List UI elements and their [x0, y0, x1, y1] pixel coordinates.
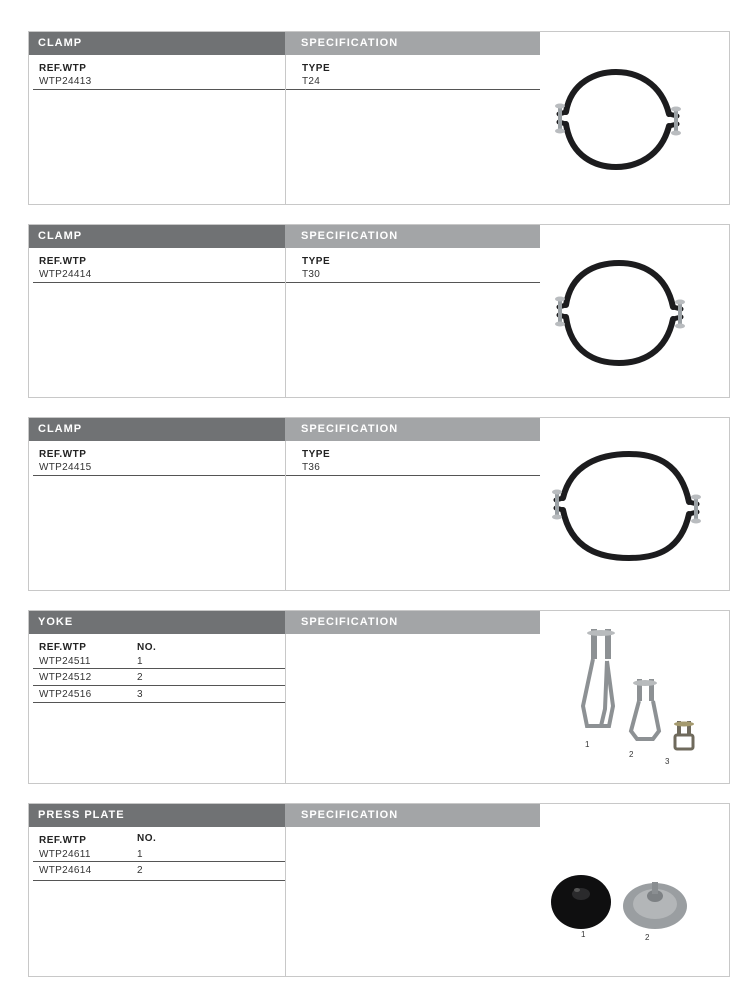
no-value: 2 [137, 865, 143, 876]
ref-value: WTP24516 [39, 689, 92, 700]
ref-value: WTP24414 [39, 269, 92, 280]
column-divider [285, 248, 286, 397]
ref-value: WTP24415 [39, 462, 92, 473]
clamp-ring-icon [541, 42, 729, 202]
spec-title: SPECIFICATION [285, 225, 540, 248]
column-divider [285, 634, 286, 783]
type-label: TYPE [302, 256, 331, 267]
section-title: PRESS PLATE [29, 804, 285, 827]
spec-title: SPECIFICATION [285, 418, 540, 441]
row-divider [286, 282, 540, 283]
row-divider [286, 89, 540, 90]
press-plate-2-icon [623, 882, 687, 929]
clamp-ring-icon [541, 235, 729, 395]
ref-label: REF.WTP [39, 449, 87, 460]
caption-1: 1 [581, 930, 586, 939]
row-divider [33, 282, 285, 283]
no-value: 2 [137, 672, 143, 683]
column-divider [285, 441, 286, 590]
section-title: CLAMP [29, 418, 285, 441]
press-plate-card [28, 803, 730, 977]
yoke-1-icon [583, 629, 615, 726]
ref-value: WTP24512 [39, 672, 92, 683]
section-title: CLAMP [29, 32, 285, 55]
ref-value: WTP24511 [39, 656, 91, 667]
yoke-2-icon [631, 679, 659, 739]
yoke-3-icon [674, 721, 694, 749]
ref-label: REF.WTP [39, 256, 87, 267]
type-value: T36 [302, 462, 321, 473]
press-plate-1-icon [551, 875, 611, 929]
column-divider [285, 827, 286, 976]
type-label: TYPE [302, 449, 331, 460]
type-value: T24 [302, 76, 321, 87]
row-divider [33, 880, 285, 881]
caption-3: 3 [665, 757, 670, 766]
row-divider [286, 475, 540, 476]
no-value: 3 [137, 689, 143, 700]
type-value: T30 [302, 269, 321, 280]
section-title: YOKE [29, 611, 285, 634]
ref-label: REF.WTP [39, 63, 87, 74]
no-label: NO. [137, 642, 157, 653]
ref-label: REF.WTP [39, 835, 87, 846]
clamp-ring-icon [541, 428, 729, 588]
press-plate-icon [541, 814, 729, 974]
row-divider [33, 861, 285, 862]
row-divider [33, 702, 285, 703]
caption-2: 2 [629, 750, 634, 759]
yoke-card [28, 610, 730, 784]
spec-title: SPECIFICATION [285, 611, 540, 634]
no-value: 1 [137, 849, 143, 860]
spec-title: SPECIFICATION [285, 32, 540, 55]
ref-value: WTP24413 [39, 76, 92, 87]
row-divider [33, 685, 285, 686]
column-divider [285, 55, 286, 204]
row-divider [33, 475, 285, 476]
clamp-card-2 [28, 224, 730, 398]
no-value: 1 [137, 656, 143, 667]
row-divider [33, 668, 285, 669]
ref-value: WTP24611 [39, 849, 91, 860]
caption-2: 2 [645, 933, 650, 942]
yoke-icon [541, 621, 729, 781]
spec-title: SPECIFICATION [285, 804, 540, 827]
type-label: TYPE [302, 63, 331, 74]
no-label: NO. [137, 833, 157, 844]
ref-value: WTP24614 [39, 865, 92, 876]
caption-1: 1 [585, 740, 590, 749]
clamp-card-1 [28, 31, 730, 205]
row-divider [33, 89, 285, 90]
section-title: CLAMP [29, 225, 285, 248]
ref-label: REF.WTP [39, 642, 87, 653]
clamp-card-3 [28, 417, 730, 591]
